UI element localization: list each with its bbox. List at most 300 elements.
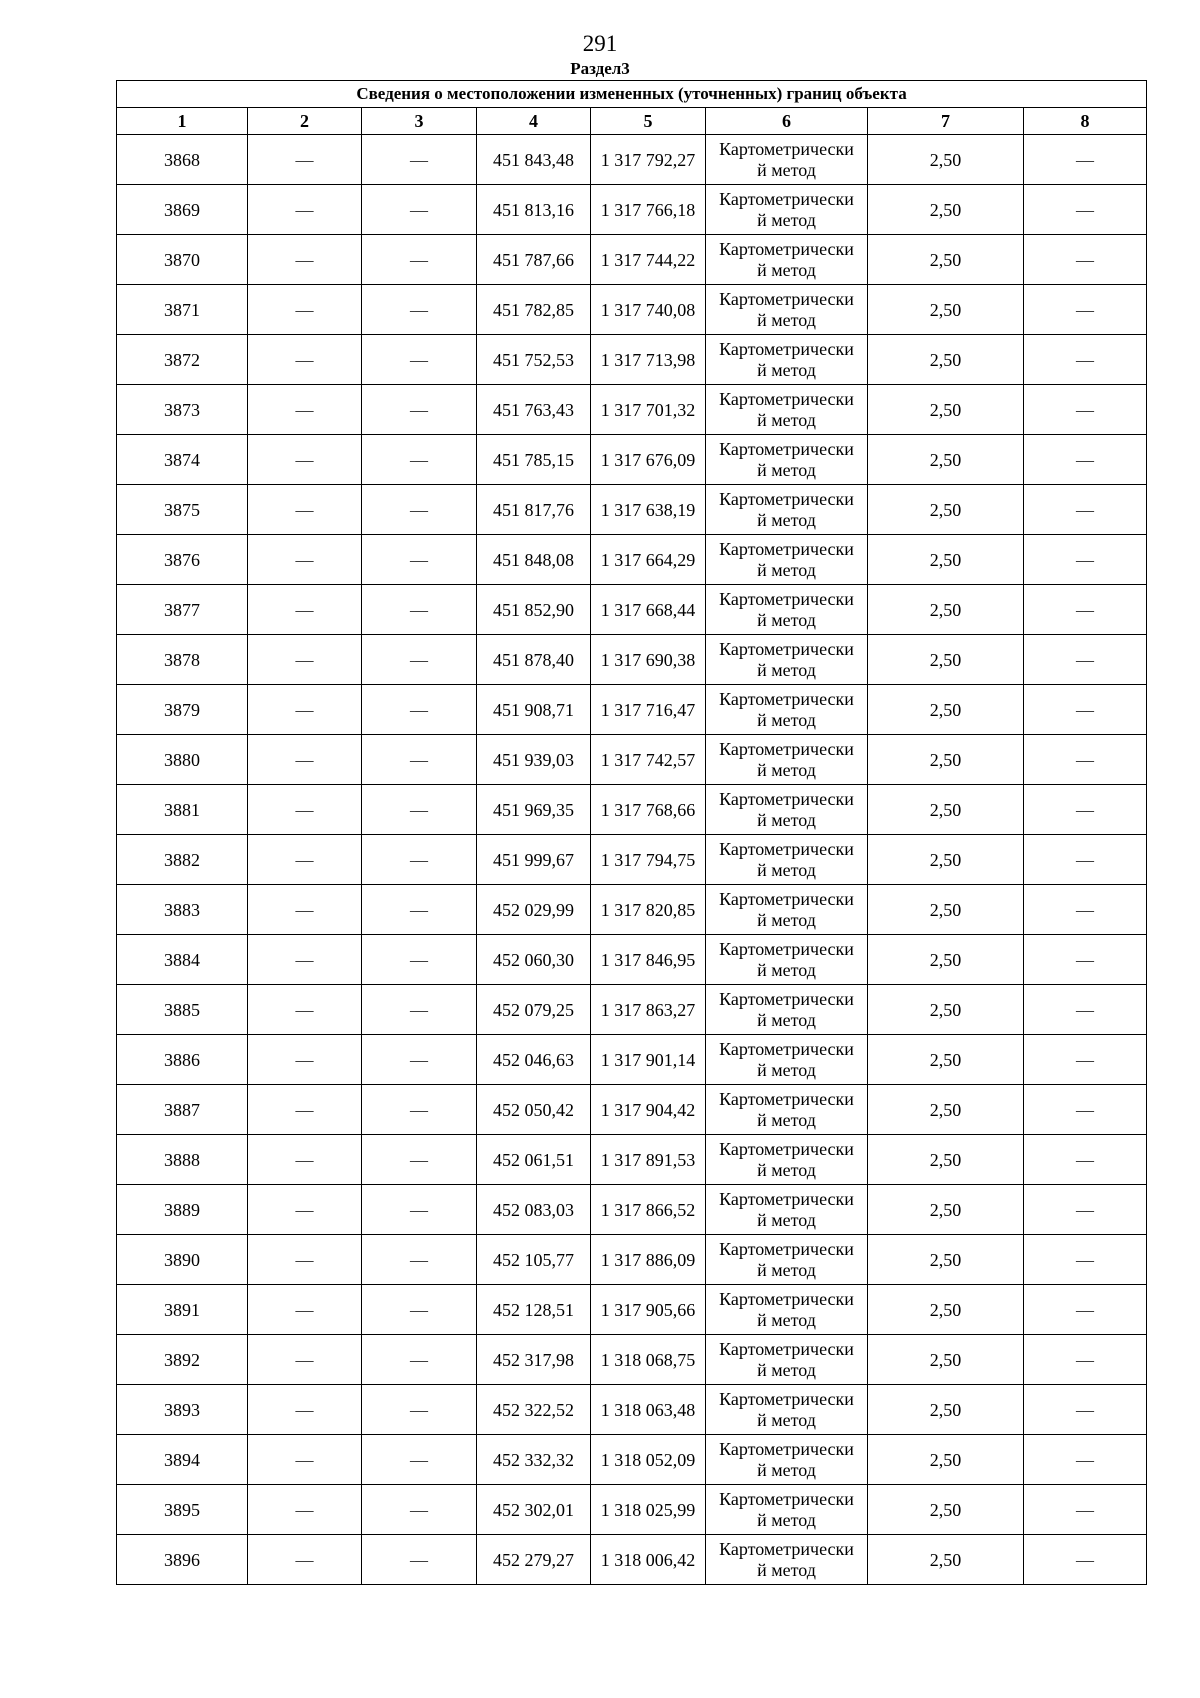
column-3-cell: — — [362, 135, 477, 185]
accuracy-cell: 2,50 — [868, 535, 1024, 585]
method-line-1: Картометрически — [719, 1488, 854, 1509]
method-cell — [706, 1385, 868, 1435]
method-cell — [706, 135, 868, 185]
coordinate-x-cell: 451 813,16 — [477, 185, 591, 235]
column-3-cell: — — [362, 535, 477, 585]
method-line-2: й метод — [757, 659, 816, 680]
coordinate-y-cell: 1 317 904,42 — [591, 1085, 706, 1135]
section-title: Раздел3 — [570, 59, 630, 78]
point-number-cell: 3890 — [117, 1235, 248, 1285]
method-line-2: й метод — [757, 509, 816, 530]
table-row — [117, 135, 1147, 185]
method-line-1: Картометрически — [719, 1338, 854, 1359]
method-line-1: Картометрически — [719, 238, 854, 259]
column-3-cell: — — [362, 485, 477, 535]
coordinate-y-cell: 1 317 690,38 — [591, 635, 706, 685]
accuracy-cell: 2,50 — [868, 1435, 1024, 1485]
point-number-cell: 3885 — [117, 985, 248, 1035]
method-cell — [706, 635, 868, 685]
method-line-2: й метод — [757, 609, 816, 630]
table-row — [117, 1035, 1147, 1085]
column-2-cell: — — [248, 785, 362, 835]
column-2-cell: — — [248, 1435, 362, 1485]
coordinate-y-cell: 1 317 638,19 — [591, 485, 706, 535]
coordinate-y-cell: 1 317 768,66 — [591, 785, 706, 835]
coordinate-x-cell: 452 083,03 — [477, 1185, 591, 1235]
point-number-cell: 3881 — [117, 785, 248, 835]
column-8-cell: — — [1024, 1335, 1147, 1385]
column-8-cell: — — [1024, 285, 1147, 335]
coordinate-y-cell: 1 317 716,47 — [591, 685, 706, 735]
column-8-cell: — — [1024, 835, 1147, 885]
coordinate-x-cell: 451 939,03 — [477, 735, 591, 785]
coordinate-x-cell: 451 852,90 — [477, 585, 591, 635]
point-number-cell: 3878 — [117, 635, 248, 685]
accuracy-cell: 2,50 — [868, 735, 1024, 785]
point-number-cell: 3870 — [117, 235, 248, 285]
method-line-1: Картометрически — [719, 488, 854, 509]
accuracy-cell: 2,50 — [868, 1285, 1024, 1335]
table-body — [117, 135, 1147, 1585]
coordinate-y-cell: 1 317 905,66 — [591, 1285, 706, 1335]
coordinate-y-cell: 1 318 068,75 — [591, 1335, 706, 1385]
accuracy-cell: 2,50 — [868, 835, 1024, 885]
method-line-2: й метод — [757, 1009, 816, 1030]
column-3-cell: — — [362, 235, 477, 285]
column-3-cell: — — [362, 1085, 477, 1135]
column-3-cell: — — [362, 1385, 477, 1435]
coordinate-x-cell: 451 848,08 — [477, 535, 591, 585]
point-number-cell: 3882 — [117, 835, 248, 885]
table-row — [117, 435, 1147, 485]
coordinate-y-cell: 1 317 744,22 — [591, 235, 706, 285]
column-2-cell: — — [248, 1085, 362, 1135]
page-number: 291 — [582, 31, 618, 56]
coordinate-x-cell: 451 817,76 — [477, 485, 591, 535]
method-line-2: й метод — [757, 559, 816, 580]
coordinate-x-cell: 451 908,71 — [477, 685, 591, 735]
column-8-cell: — — [1024, 685, 1147, 735]
column-8-cell: — — [1024, 435, 1147, 485]
table-row — [117, 1335, 1147, 1385]
method-line-2: й метод — [757, 1359, 816, 1380]
column-2-cell: — — [248, 835, 362, 885]
coordinate-x-cell: 452 105,77 — [477, 1235, 591, 1285]
method-cell — [706, 685, 868, 735]
method-line-1: Картометрически — [719, 888, 854, 909]
method-cell — [706, 735, 868, 785]
method-line-2: й метод — [757, 709, 816, 730]
coordinate-y-cell: 1 317 863,27 — [591, 985, 706, 1035]
point-number-cell: 3880 — [117, 735, 248, 785]
column-2-cell: — — [248, 385, 362, 435]
column-8-cell: — — [1024, 1285, 1147, 1335]
column-8-cell: — — [1024, 885, 1147, 935]
point-number-cell: 3886 — [117, 1035, 248, 1085]
method-line-1: Картометрически — [719, 138, 854, 159]
coordinate-x-cell: 452 029,99 — [477, 885, 591, 935]
accuracy-cell: 2,50 — [868, 1035, 1024, 1085]
method-line-1: Картометрически — [719, 588, 854, 609]
column-8-cell: — — [1024, 535, 1147, 585]
method-cell — [706, 835, 868, 885]
column-3-cell: — — [362, 1235, 477, 1285]
table-row — [117, 1135, 1147, 1185]
coordinate-x-cell: 452 079,25 — [477, 985, 591, 1035]
accuracy-cell: 2,50 — [868, 1535, 1024, 1585]
method-cell — [706, 985, 868, 1035]
coordinate-x-cell: 451 787,66 — [477, 235, 591, 285]
column-3-cell: — — [362, 635, 477, 685]
point-number-cell: 3874 — [117, 435, 248, 485]
method-line-1: Картометрически — [719, 1088, 854, 1109]
method-cell — [706, 535, 868, 585]
coordinate-y-cell: 1 317 668,44 — [591, 585, 706, 635]
method-cell — [706, 335, 868, 385]
method-line-1: Картометрически — [719, 388, 854, 409]
column-2-cell: — — [248, 735, 362, 785]
table-row — [117, 1235, 1147, 1285]
column-2-cell: — — [248, 685, 362, 735]
coordinate-x-cell: 452 302,01 — [477, 1485, 591, 1535]
column-3-cell: — — [362, 335, 477, 385]
column-3-cell: — — [362, 385, 477, 435]
accuracy-cell: 2,50 — [868, 335, 1024, 385]
coordinate-x-cell: 452 279,27 — [477, 1535, 591, 1585]
method-line-2: й метод — [757, 859, 816, 880]
coordinate-y-cell: 1 318 052,09 — [591, 1435, 706, 1485]
table-row — [117, 935, 1147, 985]
accuracy-cell: 2,50 — [868, 135, 1024, 185]
accuracy-cell: 2,50 — [868, 285, 1024, 335]
column-3-cell: — — [362, 1485, 477, 1535]
column-3-cell: — — [362, 1035, 477, 1085]
method-line-2: й метод — [757, 1059, 816, 1080]
column-8-cell: — — [1024, 1385, 1147, 1435]
column-header-1: 1 — [117, 108, 248, 135]
coordinate-y-cell: 1 317 713,98 — [591, 335, 706, 385]
coordinate-x-cell: 451 782,85 — [477, 285, 591, 335]
coordinate-y-cell: 1 317 792,27 — [591, 135, 706, 185]
method-cell — [706, 485, 868, 535]
column-header-2: 2 — [248, 108, 362, 135]
coordinate-y-cell: 1 318 006,42 — [591, 1535, 706, 1585]
point-number-cell: 3883 — [117, 885, 248, 935]
table-row — [117, 385, 1147, 435]
method-line-2: й метод — [757, 1209, 816, 1230]
column-8-cell: — — [1024, 1185, 1147, 1235]
coordinate-y-cell: 1 317 901,14 — [591, 1035, 706, 1085]
method-line-1: Картометрически — [719, 338, 854, 359]
coordinate-y-cell: 1 317 886,09 — [591, 1235, 706, 1285]
column-2-cell: — — [248, 235, 362, 285]
column-8-cell: — — [1024, 1435, 1147, 1485]
coordinate-y-cell: 1 317 664,29 — [591, 535, 706, 585]
column-3-cell: — — [362, 935, 477, 985]
column-3-cell: — — [362, 435, 477, 485]
method-cell — [706, 285, 868, 335]
accuracy-cell: 2,50 — [868, 935, 1024, 985]
point-number-cell: 3887 — [117, 1085, 248, 1135]
table-row — [117, 535, 1147, 585]
method-line-1: Картометрически — [719, 1038, 854, 1059]
column-2-cell: — — [248, 985, 362, 1035]
method-line-2: й метод — [757, 1109, 816, 1130]
accuracy-cell: 2,50 — [868, 1135, 1024, 1185]
coordinate-x-cell: 452 128,51 — [477, 1285, 591, 1335]
point-number-cell: 3884 — [117, 935, 248, 985]
column-header-4: 4 — [477, 108, 591, 135]
method-cell — [706, 1185, 868, 1235]
method-line-1: Картометрически — [719, 1138, 854, 1159]
column-header-6: 6 — [706, 108, 868, 135]
column-2-cell: — — [248, 635, 362, 685]
column-3-cell: — — [362, 1185, 477, 1235]
method-line-1: Картометрически — [719, 438, 854, 459]
coordinate-y-cell: 1 317 820,85 — [591, 885, 706, 935]
method-line-1: Картометрически — [719, 1538, 854, 1559]
coordinate-y-cell: 1 317 676,09 — [591, 435, 706, 485]
table-row — [117, 785, 1147, 835]
method-line-1: Картометрически — [719, 1188, 854, 1209]
point-number-cell: 3871 — [117, 285, 248, 335]
column-8-cell: — — [1024, 335, 1147, 385]
method-cell — [706, 1085, 868, 1135]
coordinate-x-cell: 451 785,15 — [477, 435, 591, 485]
table-row — [117, 235, 1147, 285]
coordinate-y-cell: 1 317 740,08 — [591, 285, 706, 335]
accuracy-cell: 2,50 — [868, 885, 1024, 935]
column-8-cell: — — [1024, 985, 1147, 1035]
method-line-1: Картометрически — [719, 288, 854, 309]
table-row — [117, 1285, 1147, 1335]
column-3-cell: — — [362, 685, 477, 735]
method-line-2: й метод — [757, 1159, 816, 1180]
accuracy-cell: 2,50 — [868, 185, 1024, 235]
method-line-1: Картометрически — [719, 538, 854, 559]
method-line-1: Картометрически — [719, 638, 854, 659]
method-line-2: й метод — [757, 1309, 816, 1330]
coordinate-x-cell: 452 046,63 — [477, 1035, 591, 1085]
column-2-cell: — — [248, 135, 362, 185]
coordinate-x-cell: 452 061,51 — [477, 1135, 591, 1185]
accuracy-cell: 2,50 — [868, 1235, 1024, 1285]
method-line-1: Картометрически — [719, 938, 854, 959]
accuracy-cell: 2,50 — [868, 1335, 1024, 1385]
method-cell — [706, 885, 868, 935]
column-2-cell: — — [248, 1185, 362, 1235]
point-number-cell: 3875 — [117, 485, 248, 535]
point-number-cell: 3893 — [117, 1385, 248, 1435]
column-2-cell: — — [248, 585, 362, 635]
column-2-cell: — — [248, 1235, 362, 1285]
method-line-1: Картометрически — [719, 788, 854, 809]
point-number-cell: 3892 — [117, 1335, 248, 1385]
accuracy-cell: 2,50 — [868, 785, 1024, 835]
method-line-2: й метод — [757, 259, 816, 280]
method-line-2: й метод — [757, 909, 816, 930]
point-number-cell: 3877 — [117, 585, 248, 635]
accuracy-cell: 2,50 — [868, 1385, 1024, 1435]
method-line-2: й метод — [757, 809, 816, 830]
accuracy-cell: 2,50 — [868, 235, 1024, 285]
column-8-cell: — — [1024, 635, 1147, 685]
point-number-cell: 3895 — [117, 1485, 248, 1535]
coordinate-x-cell: 452 317,98 — [477, 1335, 591, 1385]
method-line-1: Картометрически — [719, 1438, 854, 1459]
column-8-cell: — — [1024, 935, 1147, 985]
column-3-cell: — — [362, 1135, 477, 1185]
column-2-cell: — — [248, 1535, 362, 1585]
accuracy-cell: 2,50 — [868, 685, 1024, 735]
method-cell — [706, 235, 868, 285]
column-8-cell: — — [1024, 1035, 1147, 1085]
method-line-2: й метод — [757, 1459, 816, 1480]
column-8-cell: — — [1024, 135, 1147, 185]
method-line-1: Картометрически — [719, 1238, 854, 1259]
coordinate-x-cell: 452 050,42 — [477, 1085, 591, 1135]
column-3-cell: — — [362, 285, 477, 335]
method-cell — [706, 1435, 868, 1485]
point-number-cell: 3869 — [117, 185, 248, 235]
table-row — [117, 1535, 1147, 1585]
column-2-cell: — — [248, 1335, 362, 1385]
table-row — [117, 735, 1147, 785]
method-line-2: й метод — [757, 459, 816, 480]
point-number-cell: 3894 — [117, 1435, 248, 1485]
method-cell — [706, 1535, 868, 1585]
method-cell — [706, 1485, 868, 1535]
coordinate-x-cell: 452 332,32 — [477, 1435, 591, 1485]
column-8-cell: — — [1024, 1085, 1147, 1135]
point-number-cell: 3876 — [117, 535, 248, 585]
table-row — [117, 485, 1147, 535]
method-line-2: й метод — [757, 309, 816, 330]
accuracy-cell: 2,50 — [868, 485, 1024, 535]
column-8-cell: — — [1024, 1135, 1147, 1185]
column-header-7: 7 — [868, 108, 1024, 135]
column-3-cell: — — [362, 585, 477, 635]
column-3-cell: — — [362, 1435, 477, 1485]
method-line-2: й метод — [757, 409, 816, 430]
column-2-cell: — — [248, 535, 362, 585]
accuracy-cell: 2,50 — [868, 635, 1024, 685]
table-row — [117, 1185, 1147, 1235]
column-header-8: 8 — [1024, 108, 1147, 135]
accuracy-cell: 2,50 — [868, 1485, 1024, 1535]
point-number-cell: 3868 — [117, 135, 248, 185]
method-line-2: й метод — [757, 359, 816, 380]
coordinate-y-cell: 1 317 742,57 — [591, 735, 706, 785]
column-3-cell: — — [362, 1285, 477, 1335]
method-cell — [706, 385, 868, 435]
accuracy-cell: 2,50 — [868, 985, 1024, 1035]
point-number-cell: 3888 — [117, 1135, 248, 1185]
column-2-cell: — — [248, 1485, 362, 1535]
method-line-2: й метод — [757, 209, 816, 230]
column-2-cell: — — [248, 185, 362, 235]
column-8-cell: — — [1024, 1535, 1147, 1585]
point-number-cell: 3891 — [117, 1285, 248, 1335]
method-cell — [706, 1235, 868, 1285]
column-8-cell: — — [1024, 1235, 1147, 1285]
accuracy-cell: 2,50 — [868, 1085, 1024, 1135]
method-line-1: Картометрически — [719, 1388, 854, 1409]
method-line-1: Картометрически — [719, 838, 854, 859]
column-8-cell: — — [1024, 1485, 1147, 1535]
column-2-cell: — — [248, 885, 362, 935]
method-cell — [706, 585, 868, 635]
column-2-cell: — — [248, 485, 362, 535]
point-number-cell: 3872 — [117, 335, 248, 385]
coordinate-y-cell: 1 318 063,48 — [591, 1385, 706, 1435]
method-cell — [706, 185, 868, 235]
table-row — [117, 835, 1147, 885]
column-3-cell: — — [362, 835, 477, 885]
table-row — [117, 1435, 1147, 1485]
table-row — [117, 585, 1147, 635]
column-8-cell: — — [1024, 735, 1147, 785]
column-3-cell: — — [362, 1335, 477, 1385]
coordinate-x-cell: 451 969,35 — [477, 785, 591, 835]
method-cell — [706, 1335, 868, 1385]
table-row — [117, 885, 1147, 935]
coordinate-x-cell: 451 752,53 — [477, 335, 591, 385]
column-3-cell: — — [362, 885, 477, 935]
method-cell — [706, 1285, 868, 1335]
column-header-3: 3 — [362, 108, 477, 135]
method-cell — [706, 785, 868, 835]
coordinate-y-cell: 1 317 846,95 — [591, 935, 706, 985]
coordinate-x-cell: 451 843,48 — [477, 135, 591, 185]
column-header-5: 5 — [591, 108, 706, 135]
table-row — [117, 635, 1147, 685]
coordinate-x-cell: 451 763,43 — [477, 385, 591, 435]
point-number-cell: 3873 — [117, 385, 248, 435]
accuracy-cell: 2,50 — [868, 435, 1024, 485]
method-cell — [706, 1035, 868, 1085]
table-caption: Сведения о местоположении измененных (уточненных) границ объекта — [117, 81, 1147, 108]
coordinate-y-cell: 1 317 766,18 — [591, 185, 706, 235]
table-row — [117, 1385, 1147, 1435]
method-line-2: й метод — [757, 959, 816, 980]
coordinate-y-cell: 1 317 701,32 — [591, 385, 706, 435]
column-2-cell: — — [248, 285, 362, 335]
column-3-cell: — — [362, 185, 477, 235]
column-3-cell: — — [362, 785, 477, 835]
coordinate-x-cell: 452 060,30 — [477, 935, 591, 985]
column-2-cell: — — [248, 435, 362, 485]
point-number-cell: 3896 — [117, 1535, 248, 1585]
accuracy-cell: 2,50 — [868, 585, 1024, 635]
column-8-cell: — — [1024, 485, 1147, 535]
method-line-1: Картометрически — [719, 688, 854, 709]
column-3-cell: — — [362, 735, 477, 785]
column-3-cell: — — [362, 985, 477, 1035]
column-8-cell: — — [1024, 235, 1147, 285]
table-row — [117, 185, 1147, 235]
method-line-1: Картометрически — [719, 988, 854, 1009]
table-row — [117, 1085, 1147, 1135]
column-2-cell: — — [248, 335, 362, 385]
method-line-1: Картометрически — [719, 1288, 854, 1309]
boundary-coordinates-table — [116, 80, 1147, 1585]
column-2-cell: — — [248, 1385, 362, 1435]
method-line-2: й метод — [757, 1259, 816, 1280]
table-row — [117, 335, 1147, 385]
column-8-cell: — — [1024, 585, 1147, 635]
coordinate-x-cell: 451 878,40 — [477, 635, 591, 685]
